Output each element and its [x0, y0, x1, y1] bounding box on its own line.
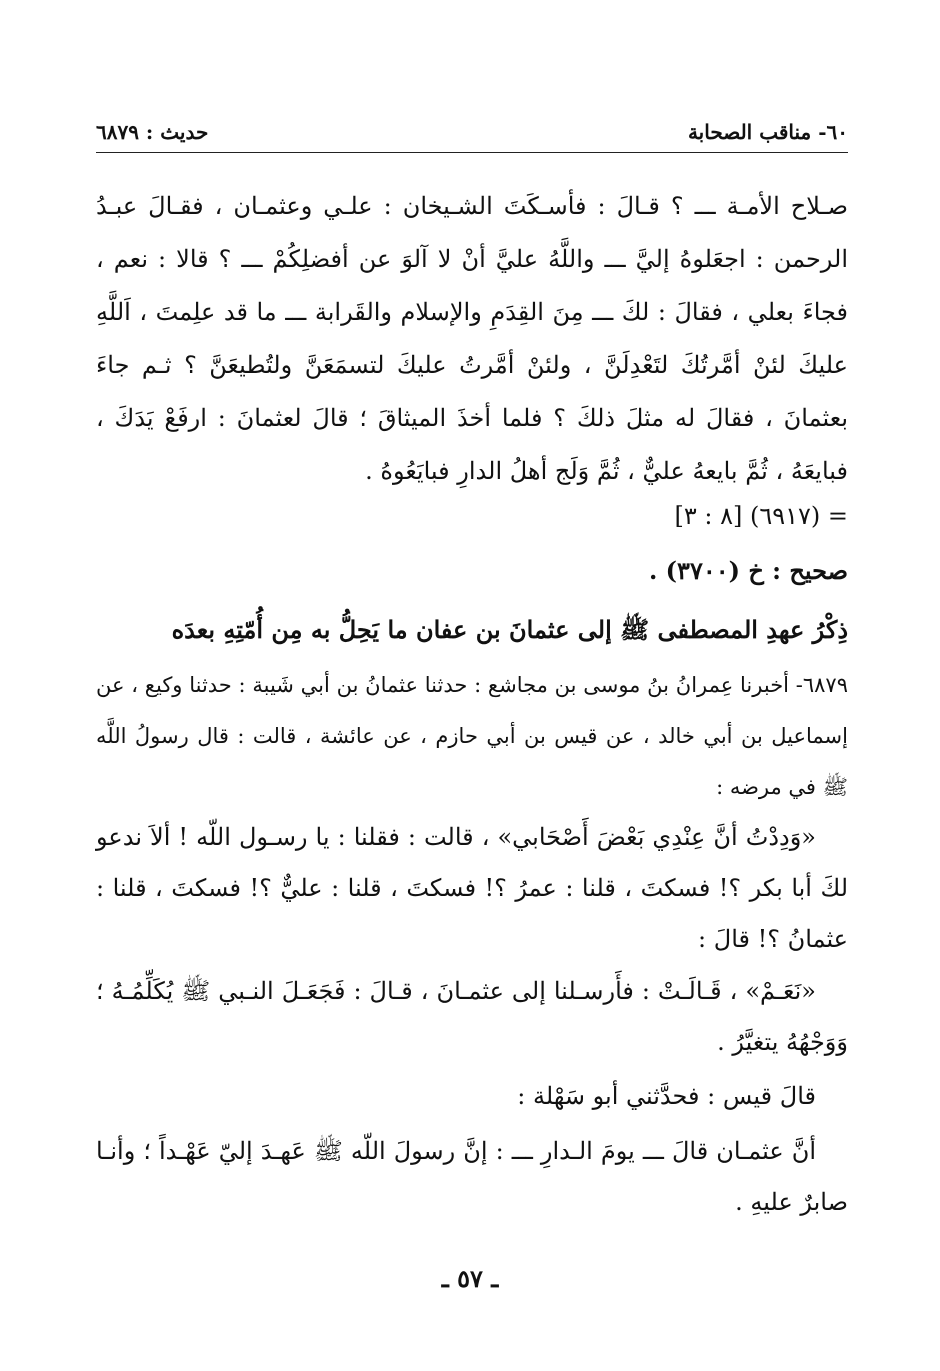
grade-note: صحيح : خ (٣٧٠٠) .: [648, 556, 848, 585]
continuation-paragraph: صـلاح الأمـة ـــ ؟ قـالَ : فأسـكَتَ الشـيخان : علـي وعثمـان ، فقـالَ عبـدُ الرحمن : اجعَلوهُ إليَّ ـــ واللَّهُ عليَّ أنْ لا آلوَ عن أفضلِكُمْ ـــ ؟ قالا : نعم ، فجاءَ بعلي ، فقالَ : لكَ ـــ مِنَ القِدَمِ والإسلام والقَرابة ـــ ما قد علِمتَ ، اَللَّهِ عليكَ لئنْ أمَّرتُكَ لتَعْدِلَنَّ ، ولئنْ أمَّرتُ عليكَ لتسمَعَنَّ ولتُطيعَنَّ ؟ ثـم جاءَ بعثمانَ ، فقالَ له مثلَ ذلكَ ؟ فلما أخذَ الميثاقَ ؛ قالَ لعثمانَ : ارفَعْ يَدَكَ ، فبايعَهُ ، ثُمَّ بايعهُ عليٌّ ، ثُمَّ وَلَج أهلُ الدارِ فبايَعُوهُ .: [96, 192, 848, 485]
chapter-title: ٦٠- مناقب الصحابة: [687, 120, 848, 144]
hadith-text: «وَدِدْتُ أنَّ عِنْدِي بَعْضَ أَصْحَابي» ، قالت : فقلنا : يا رسـول اللّه ! ألاَ ندعو لكَ أبا بكر ؟! فسكتَ ، قلنا : عمرُ ؟! فسكتَ ، قلنا : عليٌّ ؟! فسكتَ ، قلنا : عثمانُ ؟! قالَ :: [96, 823, 848, 953]
chapter-heading: ذِكْرُ عهدِ المصطفى ﷺ إلى عثمانَ بن عفان ما يَحِلُّ به مِن أُمّتِهِ بعدَه: [171, 615, 848, 644]
narrator-chain: ٦٨٧٩- أخبرنا عِمرانُ بنُ موسى بن مجاشع : حدثنا عثمانُ بن أبي شَيبة : حدثنا وكيع ، عن إسماعيل بن أبي خالد ، عن قيس بن أبي حازم ، عن عائشة ، قالت : قال رسولُ اللَّه ﷺ في مرضه :: [96, 673, 848, 799]
reply-paragraph: «نَعَـمْ» ، قَـالَـتْ : فأَرسـلنا إلى عثمـانَ ، قـالَ : فَجَعَـلَ النـبي ﷺ يُكَلِّمُـهُ ؛ وَوَجْهُهُ يتغيَّرُ .: [96, 977, 848, 1056]
hadith-number: حديث : ٦٨٧٩: [96, 120, 209, 144]
page-footer: [0, 1258, 940, 1298]
cross-reference: = (٦٩١٧) [٨ : ٣]: [674, 502, 848, 530]
page-number: ـ ٥٧ ـ: [441, 1263, 499, 1293]
qays-line: قالَ قيس : فحدَّثني أبو سَهْلة :: [517, 1082, 816, 1110]
uthman-paragraph: أنَّ عثمـان قالَ ـــ يومَ الـدارِ ـــ : إنَّ رسولَ اللّه ﷺ عَهـدَ إليّ عَهْـداً ؛ وأنـا صابرٌ عليهِ .: [96, 1137, 848, 1216]
running-header: [96, 112, 848, 153]
